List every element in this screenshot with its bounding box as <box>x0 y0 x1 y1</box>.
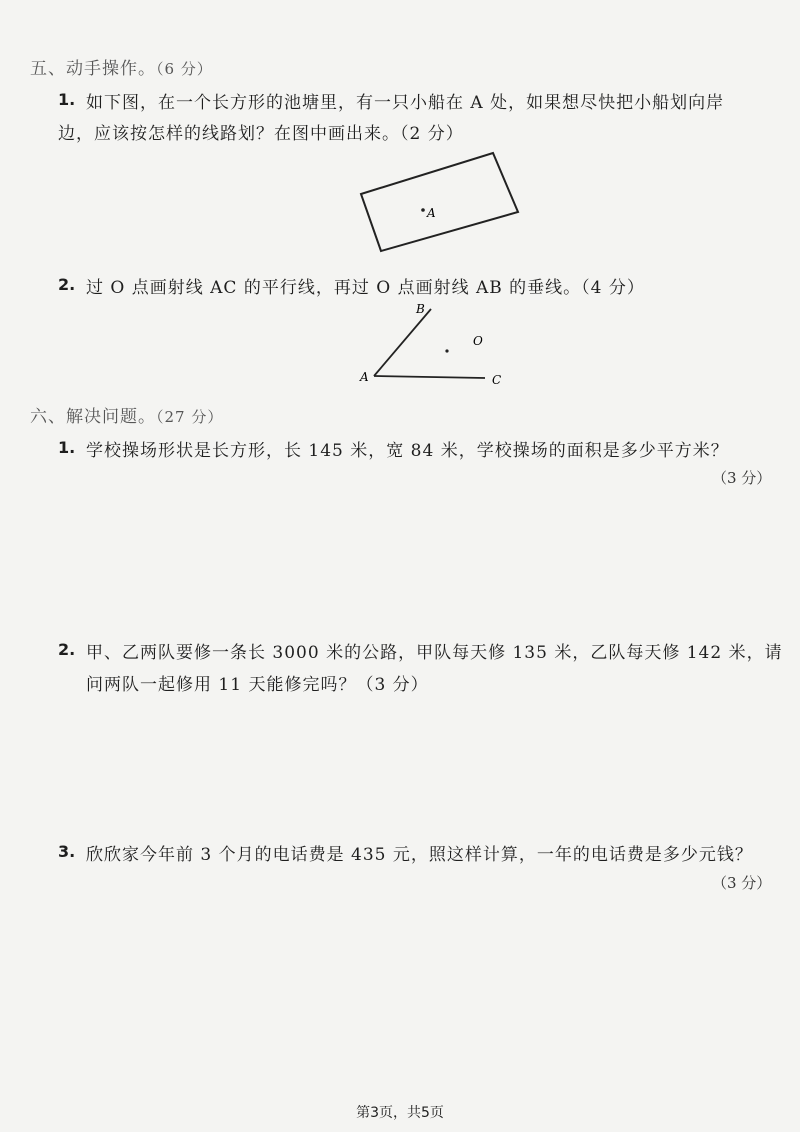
s5-q2-text: 过 O 点画射线 AC 的平行线，再过 O 点画射线 AB 的垂线。（4 分） <box>86 278 645 298</box>
s6-q2-line1: 甲、乙两队要修一条长 3000 米的公路，甲队每天修 135 米，乙队每天修 142 米，请 <box>86 643 783 663</box>
ray-ab <box>374 309 431 376</box>
s6-q2-number: 2. <box>58 640 76 659</box>
label-o: O <box>473 334 483 348</box>
section-6-score: （27 分） <box>156 408 224 426</box>
section-6-heading: 六、解决问题。 <box>30 407 156 427</box>
s5-q1-line2: 边，应该按怎样的线路划？在图中画出来。（2 分） <box>58 124 464 144</box>
section-5-title <box>30 54 213 79</box>
section-5-heading: 五、动手操作。 <box>30 59 156 79</box>
s6-q2-line2: 问两队一起修用 11 天能修完吗？（3 分） <box>86 675 429 695</box>
s5-q1-number: 1. <box>58 90 76 109</box>
s5-q1-line1: 如下图，在一个长方形的池塘里，有一只小船在 A 处，如果想尽快把小船划向岸 <box>86 93 725 113</box>
label-a: A <box>360 370 369 384</box>
s6-q1-number: 1. <box>58 438 76 457</box>
point-o <box>445 349 448 352</box>
s6-q1-text: 学校操场形状是长方形，长 145 米，宽 84 米，学校操场的面积是多少平方米？ <box>86 441 729 461</box>
s6-q3-points: （3 分） <box>712 874 772 892</box>
boat-point-label: A <box>427 206 436 220</box>
section-6-title <box>30 402 223 427</box>
pond-rectangle <box>361 153 518 251</box>
s6-q3-text: 欣欣家今年前 3 个月的电话费是 435 元，照这样计算，一年的电话费是多少元钱？ <box>86 845 753 865</box>
ray-ac <box>374 376 485 378</box>
boat-point <box>421 208 425 212</box>
section-5-score: （6 分） <box>156 60 213 78</box>
label-c: C <box>492 373 502 387</box>
rays-figure <box>355 300 515 390</box>
s6-q3-number: 3. <box>58 842 76 861</box>
pond-rectangle-figure <box>355 145 525 265</box>
s6-q1-points: （3 分） <box>712 469 772 487</box>
page-number-footer: 第3页，共5页 <box>356 1105 444 1121</box>
s5-q2-number: 2. <box>58 275 76 294</box>
label-b: B <box>416 302 425 316</box>
